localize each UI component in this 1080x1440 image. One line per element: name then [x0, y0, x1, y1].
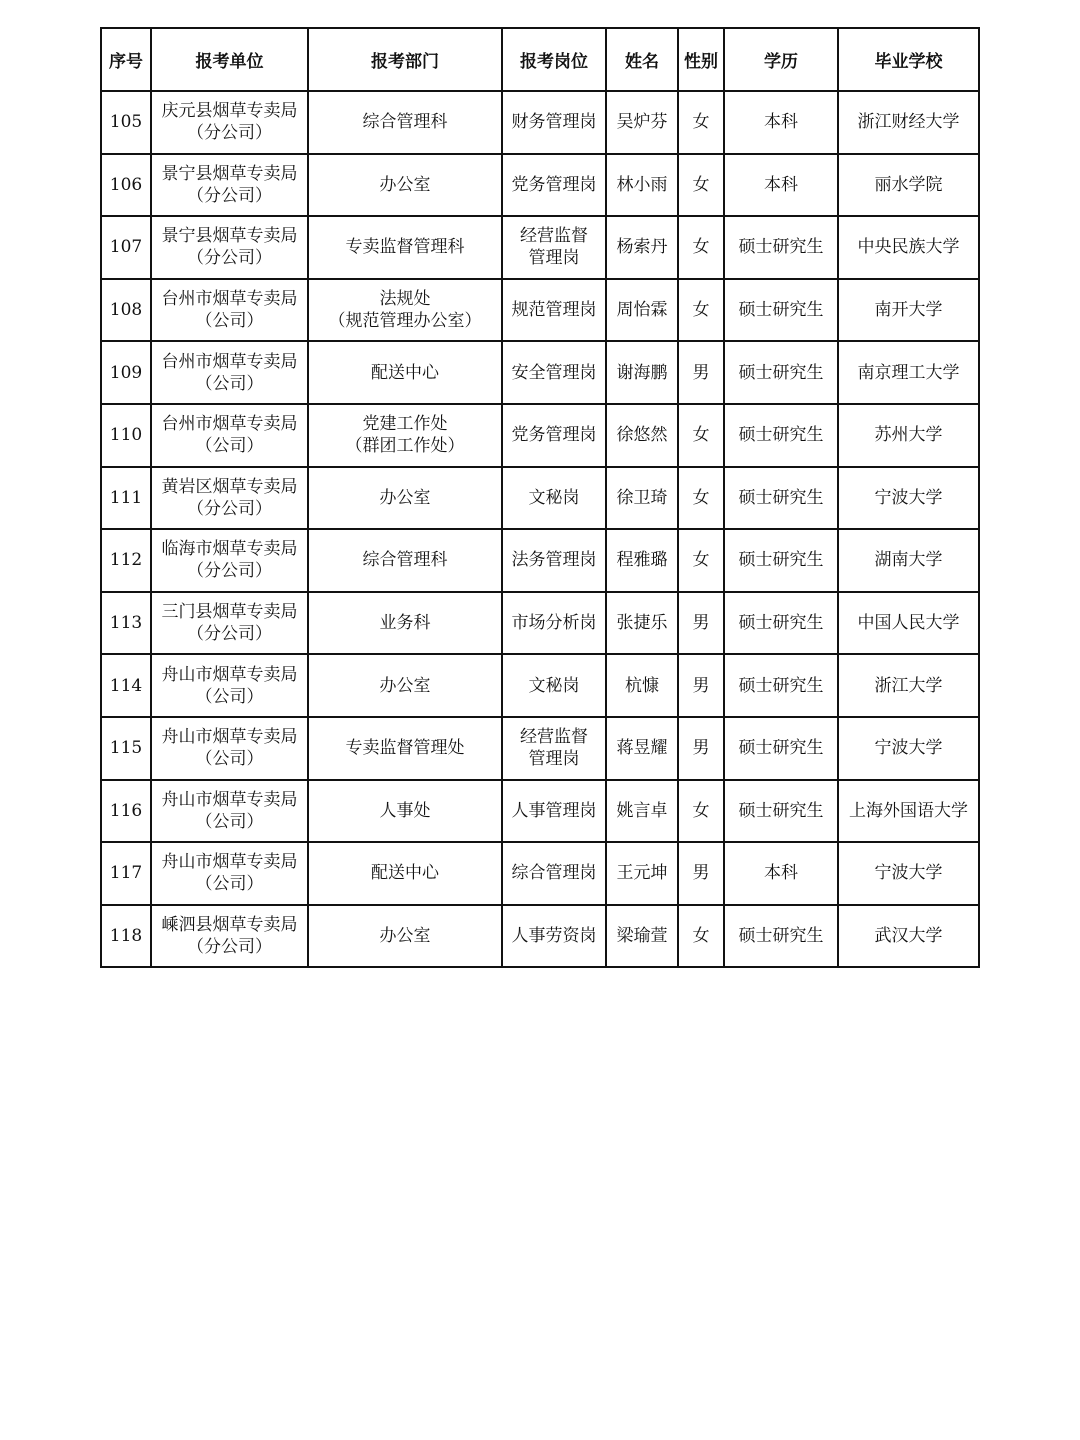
cell-post — [502, 717, 606, 780]
cell-gender: 女 — [678, 279, 724, 342]
table-row — [101, 905, 979, 968]
cell-name: 杨索丹 — [606, 216, 678, 279]
cell-school: 宁波大学 — [838, 717, 979, 780]
cell-gender: 女 — [678, 216, 724, 279]
cell-education: 硕士研究生 — [724, 529, 838, 592]
cell-unit — [151, 592, 308, 655]
cell-dept — [308, 467, 502, 530]
cell-unit — [151, 404, 308, 467]
cell-school: 宁波大学 — [838, 467, 979, 530]
cell-unit-line: 台州市烟草专卖局 — [161, 351, 298, 372]
table-row — [101, 404, 979, 467]
cell-school: 浙江财经大学 — [838, 91, 979, 154]
cell-seq: 107 — [101, 216, 151, 279]
cell-seq: 109 — [101, 341, 151, 404]
cell-unit — [151, 529, 308, 592]
cell-seq: 115 — [101, 717, 151, 780]
cell-gender: 女 — [678, 404, 724, 467]
cell-dept-line: 党建工作处 — [362, 414, 448, 435]
cell-unit-line: （公司） — [195, 436, 264, 457]
cell-dept-line: 专卖监督管理科 — [345, 237, 465, 258]
cell-dept-line: （规范管理办公室） — [328, 311, 482, 332]
cell-name: 谢海鹏 — [606, 341, 678, 404]
cell-unit-line: （公司） — [195, 811, 264, 832]
cell-gender: 男 — [678, 592, 724, 655]
cell-school: 南开大学 — [838, 279, 979, 342]
cell-post-line: 综合管理岗 — [511, 863, 597, 884]
cell-dept-line: 配送中心 — [371, 863, 439, 884]
cell-school: 丽水学院 — [838, 154, 979, 217]
cell-post — [502, 529, 606, 592]
cell-education: 硕士研究生 — [724, 717, 838, 780]
header-post: 报考岗位 — [502, 28, 606, 91]
header-school: 毕业学校 — [838, 28, 979, 91]
cell-name: 周怡霖 — [606, 279, 678, 342]
cell-name: 张捷乐 — [606, 592, 678, 655]
cell-unit-line: （公司） — [195, 311, 264, 332]
cell-post-line: 法务管理岗 — [511, 550, 597, 571]
cell-dept-line: 办公室 — [379, 926, 431, 947]
cell-seq: 112 — [101, 529, 151, 592]
cell-gender: 男 — [678, 717, 724, 780]
cell-unit — [151, 279, 308, 342]
cell-post — [502, 154, 606, 217]
cell-unit — [151, 842, 308, 905]
cell-unit-line: （公司） — [195, 749, 264, 770]
cell-post-line: 管理岗 — [528, 248, 580, 269]
cell-unit-line: （分公司） — [187, 624, 272, 645]
cell-unit — [151, 154, 308, 217]
cell-education: 本科 — [724, 842, 838, 905]
cell-unit-line: 临海市烟草专卖局 — [161, 539, 298, 560]
cell-gender: 男 — [678, 842, 724, 905]
cell-unit-line: （分公司） — [187, 248, 272, 269]
cell-unit — [151, 905, 308, 968]
cell-education: 硕士研究生 — [724, 654, 838, 717]
cell-dept — [308, 654, 502, 717]
table-row — [101, 654, 979, 717]
cell-post-line: 人事劳资岗 — [511, 926, 597, 947]
cell-school: 中国人民大学 — [838, 592, 979, 655]
cell-name: 姚言卓 — [606, 780, 678, 843]
cell-unit-line: 舟山市烟草专卖局 — [161, 789, 298, 810]
cell-education: 硕士研究生 — [724, 780, 838, 843]
cell-dept-line: 配送中心 — [371, 362, 439, 383]
cell-unit-line: 舟山市烟草专卖局 — [161, 727, 298, 748]
cell-post — [502, 592, 606, 655]
table-header — [101, 28, 979, 91]
cell-school: 苏州大学 — [838, 404, 979, 467]
table-row — [101, 717, 979, 780]
cell-seq: 108 — [101, 279, 151, 342]
cell-education: 硕士研究生 — [724, 592, 838, 655]
cell-unit-line: 景宁县烟草专卖局 — [161, 163, 298, 184]
cell-dept-line: 办公室 — [379, 487, 431, 508]
cell-dept-line: （群团工作处） — [345, 436, 465, 457]
cell-dept — [308, 780, 502, 843]
cell-unit — [151, 91, 308, 154]
cell-seq: 114 — [101, 654, 151, 717]
cell-dept — [308, 905, 502, 968]
cell-seq: 105 — [101, 91, 151, 154]
table-row — [101, 529, 979, 592]
cell-dept — [308, 592, 502, 655]
table-row — [101, 467, 979, 530]
cell-dept — [308, 842, 502, 905]
cell-unit — [151, 467, 308, 530]
table-row — [101, 91, 979, 154]
header-name: 姓名 — [606, 28, 678, 91]
cell-education: 硕士研究生 — [724, 905, 838, 968]
cell-seq: 110 — [101, 404, 151, 467]
cell-unit-line: （分公司） — [187, 561, 272, 582]
cell-unit-line: 嵊泗县烟草专卖局 — [161, 915, 298, 936]
cell-post — [502, 467, 606, 530]
cell-name: 蒋昱耀 — [606, 717, 678, 780]
cell-gender: 女 — [678, 780, 724, 843]
cell-post-line: 经营监督 — [520, 226, 588, 247]
cell-unit-line: 景宁县烟草专卖局 — [161, 226, 298, 247]
cell-post-line: 安全管理岗 — [511, 362, 597, 383]
cell-unit-line: 三门县烟草专卖局 — [161, 602, 298, 623]
cell-school: 上海外国语大学 — [838, 780, 979, 843]
table-row — [101, 216, 979, 279]
cell-post-line: 文秘岗 — [528, 487, 580, 508]
header-dept: 报考部门 — [308, 28, 502, 91]
cell-post — [502, 404, 606, 467]
cell-post — [502, 654, 606, 717]
header-gender: 性别 — [678, 28, 724, 91]
cell-post-line: 文秘岗 — [528, 675, 580, 696]
cell-dept-line: 办公室 — [379, 174, 431, 195]
cell-name: 吴炉芬 — [606, 91, 678, 154]
cell-name: 徐卫琦 — [606, 467, 678, 530]
cell-education: 硕士研究生 — [724, 216, 838, 279]
cell-post — [502, 842, 606, 905]
cell-education: 本科 — [724, 154, 838, 217]
cell-dept — [308, 279, 502, 342]
cell-dept — [308, 91, 502, 154]
cell-dept-line: 综合管理科 — [362, 112, 448, 133]
cell-post-line: 党务管理岗 — [511, 425, 597, 446]
cell-education: 本科 — [724, 91, 838, 154]
table-row — [101, 592, 979, 655]
cell-unit — [151, 216, 308, 279]
table-row — [101, 780, 979, 843]
header-education: 学历 — [724, 28, 838, 91]
cell-post-line: 市场分析岗 — [511, 613, 597, 634]
cell-unit-line: 台州市烟草专卖局 — [161, 414, 298, 435]
cell-dept-line: 专卖监督管理处 — [345, 738, 465, 759]
cell-name: 梁瑜萱 — [606, 905, 678, 968]
cell-post — [502, 780, 606, 843]
table-row — [101, 154, 979, 217]
cell-dept — [308, 216, 502, 279]
cell-dept — [308, 154, 502, 217]
cell-gender: 男 — [678, 341, 724, 404]
cell-unit — [151, 780, 308, 843]
cell-name: 程雅璐 — [606, 529, 678, 592]
cell-school: 宁波大学 — [838, 842, 979, 905]
cell-post — [502, 91, 606, 154]
cell-dept-line: 人事处 — [379, 800, 431, 821]
header-seq: 序号 — [101, 28, 151, 91]
cell-school: 浙江大学 — [838, 654, 979, 717]
cell-name: 王元坤 — [606, 842, 678, 905]
cell-school: 中央民族大学 — [838, 216, 979, 279]
header-row — [101, 28, 979, 91]
cell-unit-line: （分公司） — [187, 185, 272, 206]
cell-education: 硕士研究生 — [724, 279, 838, 342]
cell-dept-line: 综合管理科 — [362, 550, 448, 571]
table-row — [101, 341, 979, 404]
cell-gender: 女 — [678, 467, 724, 530]
cell-dept-line: 法规处 — [379, 289, 431, 310]
cell-unit-line: 舟山市烟草专卖局 — [161, 852, 298, 873]
cell-post-line: 党务管理岗 — [511, 174, 597, 195]
cell-post — [502, 216, 606, 279]
header-unit: 报考单位 — [151, 28, 308, 91]
cell-gender: 男 — [678, 654, 724, 717]
cell-unit — [151, 654, 308, 717]
cell-education: 硕士研究生 — [724, 467, 838, 530]
cell-unit — [151, 341, 308, 404]
cell-school: 武汉大学 — [838, 905, 979, 968]
cell-dept — [308, 341, 502, 404]
cell-unit-line: （公司） — [195, 373, 264, 394]
cell-post — [502, 905, 606, 968]
cell-unit-line: （分公司） — [187, 498, 272, 519]
cell-post-line: 管理岗 — [528, 749, 580, 770]
cell-post-line: 人事管理岗 — [511, 800, 597, 821]
cell-name: 徐悠然 — [606, 404, 678, 467]
cell-unit-line: 台州市烟草专卖局 — [161, 289, 298, 310]
cell-school: 湖南大学 — [838, 529, 979, 592]
table-row — [101, 842, 979, 905]
cell-post-line: 财务管理岗 — [511, 112, 597, 133]
cell-dept — [308, 404, 502, 467]
cell-post — [502, 341, 606, 404]
cell-seq: 118 — [101, 905, 151, 968]
cell-seq: 116 — [101, 780, 151, 843]
table-body — [101, 91, 979, 967]
cell-name: 林小雨 — [606, 154, 678, 217]
cell-post — [502, 279, 606, 342]
cell-unit-line: （分公司） — [187, 937, 272, 958]
cell-post-line: 经营监督 — [520, 727, 588, 748]
cell-post-line: 规范管理岗 — [511, 300, 597, 321]
cell-gender: 女 — [678, 529, 724, 592]
cell-unit-line: 庆元县烟草专卖局 — [161, 101, 298, 122]
cell-dept-line: 办公室 — [379, 675, 431, 696]
cell-school: 南京理工大学 — [838, 341, 979, 404]
cell-gender: 女 — [678, 91, 724, 154]
cell-unit-line: 黄岩区烟草专卖局 — [161, 476, 298, 497]
cell-gender: 女 — [678, 154, 724, 217]
cell-unit-line: 舟山市烟草专卖局 — [161, 664, 298, 685]
cell-unit — [151, 717, 308, 780]
cell-education: 硕士研究生 — [724, 404, 838, 467]
cell-seq: 111 — [101, 467, 151, 530]
cell-unit-line: （公司） — [195, 874, 264, 895]
cell-education: 硕士研究生 — [724, 341, 838, 404]
cell-seq: 106 — [101, 154, 151, 217]
cell-seq: 117 — [101, 842, 151, 905]
cell-dept-line: 业务科 — [379, 613, 431, 634]
cell-seq: 113 — [101, 592, 151, 655]
table-row — [101, 279, 979, 342]
cell-unit-line: （分公司） — [187, 123, 272, 144]
cell-name: 杭慷 — [606, 654, 678, 717]
cell-gender: 女 — [678, 905, 724, 968]
candidate-table — [100, 27, 980, 968]
cell-dept — [308, 529, 502, 592]
cell-unit-line: （公司） — [195, 686, 264, 707]
cell-dept — [308, 717, 502, 780]
